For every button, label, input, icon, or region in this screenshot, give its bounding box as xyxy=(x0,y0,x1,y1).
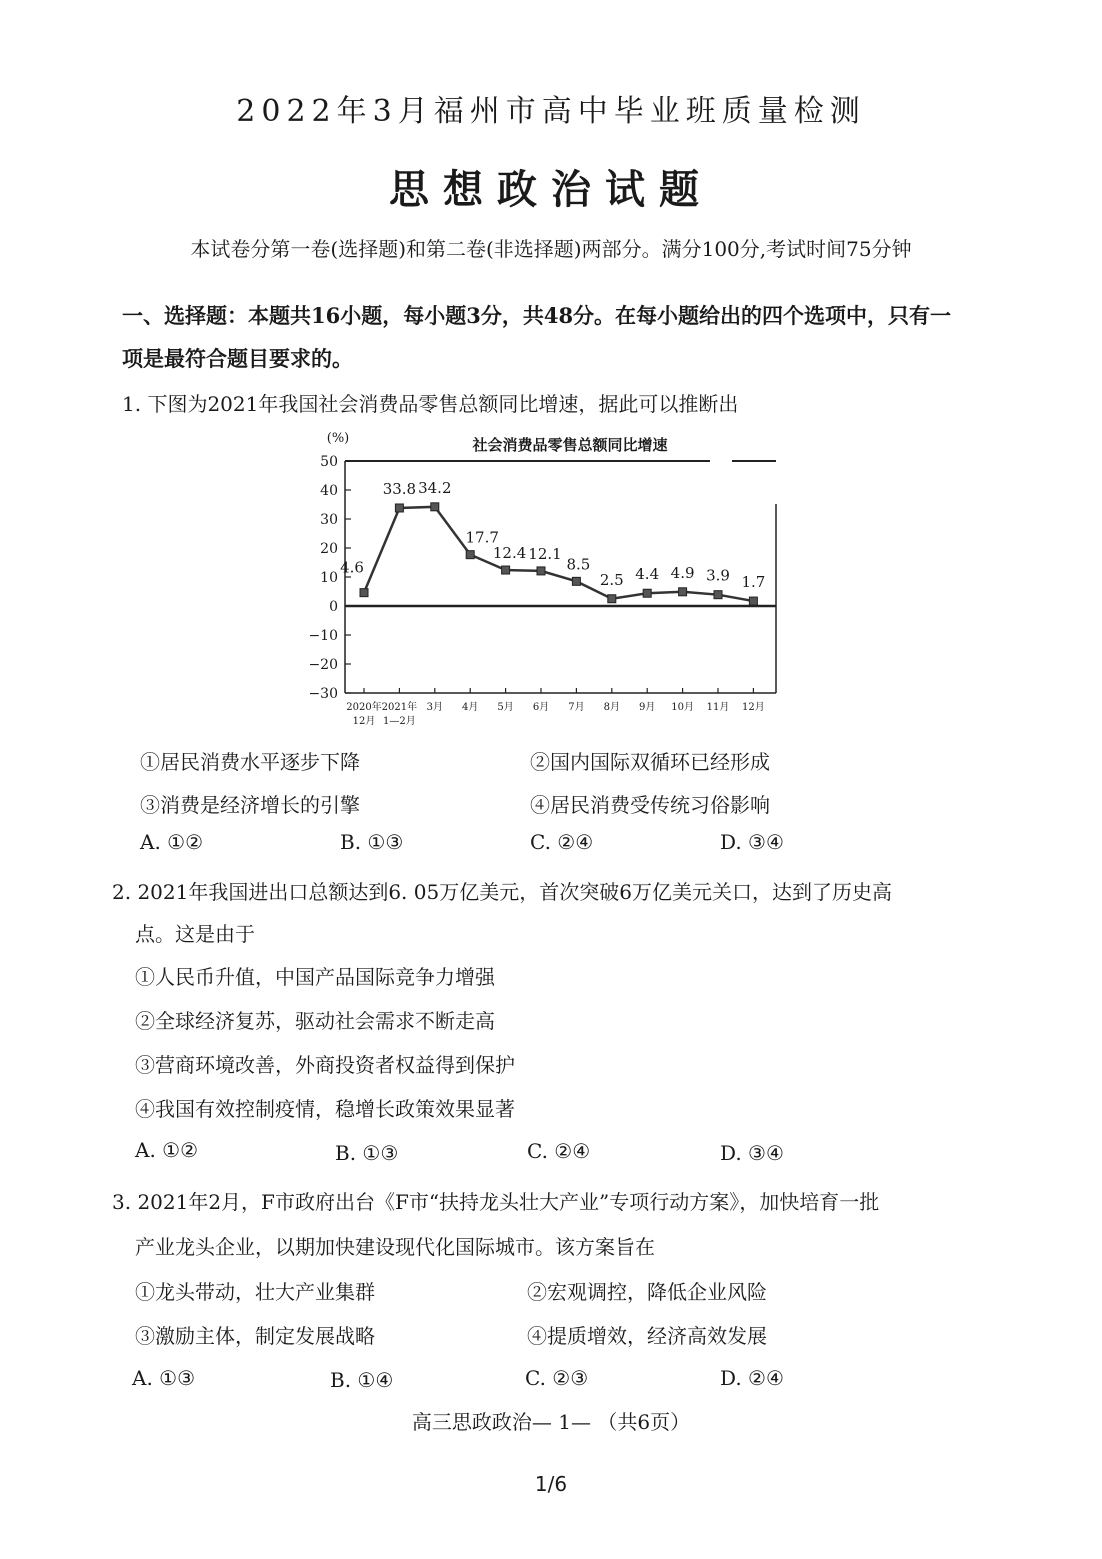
q3-stem-line1: 3. 2021年2月，F市政府出台《F市“扶持龙头壮大产业”专项行动方案》，加快培育一批 xyxy=(112,1190,880,1214)
retail-sales-growth-chart xyxy=(300,420,800,740)
q2-statement-1: ①人民币升值，中国产品国际竞争力增强 xyxy=(135,965,495,989)
data-point xyxy=(431,503,439,511)
data-value-label: 12.4 xyxy=(492,544,527,563)
q1-option-d[interactable]: D. ③④ xyxy=(720,830,784,854)
subject-title: 思想政治试题 xyxy=(389,166,713,213)
data-point xyxy=(679,588,687,596)
q2-statement-3: ③营商环境改善，外商投资者权益得到保护 xyxy=(135,1053,515,1077)
q3-statement-1: ①龙头带动，壮大产业集群 xyxy=(135,1280,375,1304)
x-tick-label-line2: 12月 xyxy=(352,716,376,727)
chart-x-ticks xyxy=(346,688,764,727)
exam-title: 2022年3月福州市高中毕业班质量检测 xyxy=(236,94,866,129)
chart-title: 社会消费品零售总额同比增速 xyxy=(472,436,668,454)
data-value-label: 33.8 xyxy=(382,479,417,498)
data-value-label: 8.5 xyxy=(566,555,591,574)
section-heading-line1: 一、选择题：本题共16小题，每小题3分，共48分。在每小题给出的四个选项中，只有一 xyxy=(122,303,952,328)
exam-intro: 本试卷分第一卷(选择题)和第二卷(非选择题)两部分。满分100分,考试时间75分钟 xyxy=(190,237,912,261)
q1-option-a[interactable]: A. ①② xyxy=(140,830,204,854)
y-tick-label: −30 xyxy=(308,686,338,702)
data-point xyxy=(572,577,580,585)
data-point xyxy=(466,551,474,559)
q3-option-c[interactable]: C. ②③ xyxy=(525,1366,589,1390)
x-tick-label: 10月 xyxy=(671,702,694,713)
x-tick-label: 11月 xyxy=(706,702,730,713)
data-point xyxy=(749,597,757,605)
data-value-label: 1.7 xyxy=(741,573,766,592)
section-heading-line2: 项是最符合题目要求的。 xyxy=(122,346,353,371)
q1-option-c[interactable]: C. ②④ xyxy=(530,830,594,854)
x-tick-label: 7月 xyxy=(568,702,585,713)
x-tick-label-line2: 1—2月 xyxy=(383,716,416,727)
x-tick-label: 5月 xyxy=(497,702,514,713)
data-value-label: 17.7 xyxy=(465,528,499,547)
y-tick-label: −20 xyxy=(308,657,338,673)
x-tick-label: 12月 xyxy=(742,702,765,713)
chart-y-unit-label: (%) xyxy=(326,431,350,446)
q3-statement-2: ②宏观调控，降低企业风险 xyxy=(527,1280,767,1304)
q2-statement-4: ④我国有效控制疫情，稳增长政策效果显著 xyxy=(135,1097,515,1121)
data-value-label: 34.2 xyxy=(418,478,452,497)
q2-option-b[interactable]: B. ①③ xyxy=(335,1141,399,1165)
q2-stem-line1: 2. 2021年我国进出口总额达到6. 05万亿美元，首次突破6万亿美元关口，达到了历史高 xyxy=(112,880,892,904)
q3-statement-4: ④提质增效，经济高效发展 xyxy=(527,1324,767,1348)
data-point xyxy=(643,589,651,597)
q1-statement-2: ②国内国际双循环已经形成 xyxy=(530,750,770,774)
y-tick-label: 40 xyxy=(320,483,338,499)
data-value-label: 4.4 xyxy=(635,565,660,584)
x-tick-label: 6月 xyxy=(532,702,550,713)
y-tick-label: 30 xyxy=(320,512,338,528)
y-tick-label: −10 xyxy=(308,628,338,644)
y-tick-label: 50 xyxy=(320,454,338,470)
q3-option-a[interactable]: A. ①③ xyxy=(132,1366,196,1390)
data-value-label: 3.9 xyxy=(706,566,730,585)
data-point xyxy=(537,567,545,575)
q2-statement-2: ②全球经济复苏，驱动社会需求不断走高 xyxy=(135,1009,495,1033)
data-value-label: 12.1 xyxy=(528,544,562,563)
x-tick-label: 2020年 xyxy=(346,702,382,713)
q1-option-b[interactable]: B. ①③ xyxy=(340,830,404,854)
q2-option-d[interactable]: D. ③④ xyxy=(720,1141,784,1165)
data-point xyxy=(714,591,722,599)
data-value-label: 4.6 xyxy=(340,558,364,577)
q3-option-b[interactable]: B. ①④ xyxy=(330,1368,394,1392)
q1-statement-3: ③消费是经济增长的引擎 xyxy=(140,793,360,817)
y-tick-label: 20 xyxy=(320,541,338,557)
x-tick-label: 4月 xyxy=(462,702,479,713)
data-point xyxy=(608,595,616,603)
x-tick-label: 8月 xyxy=(603,702,620,713)
q2-stem-line2: 点。这是由于 xyxy=(135,922,255,946)
data-point xyxy=(395,504,403,512)
q3-option-d[interactable]: D. ②④ xyxy=(720,1366,784,1390)
page-footer-label: 高三思政政治— 1— （共6页） xyxy=(411,1410,691,1434)
data-value-label: 2.5 xyxy=(599,570,624,589)
q2-option-a[interactable]: A. ①② xyxy=(135,1138,199,1162)
page-number: 1/6 xyxy=(534,1472,568,1496)
q3-stem-line2: 产业龙头企业，以期加快建设现代化国际城市。该方案旨在 xyxy=(135,1235,655,1259)
q1-stem: 1. 下图为2021年我国社会消费品零售总额同比增速，据此可以推断出 xyxy=(122,392,739,416)
data-value-label: 4.9 xyxy=(670,563,695,582)
x-tick-label: 9月 xyxy=(639,702,656,713)
q2-option-c[interactable]: C. ②④ xyxy=(527,1139,591,1163)
x-tick-label: 3月 xyxy=(426,702,443,713)
y-tick-label: 0 xyxy=(329,599,338,615)
data-point xyxy=(360,589,368,597)
y-tick-label: 10 xyxy=(320,570,338,586)
data-point xyxy=(502,566,510,574)
q3-statement-3: ③激励主体，制定发展战略 xyxy=(135,1324,375,1348)
q1-statement-1: ①居民消费水平逐步下降 xyxy=(140,750,360,774)
q1-statement-4: ④居民消费受传统习俗影响 xyxy=(530,793,770,817)
x-tick-label: 2021年 xyxy=(381,702,418,713)
